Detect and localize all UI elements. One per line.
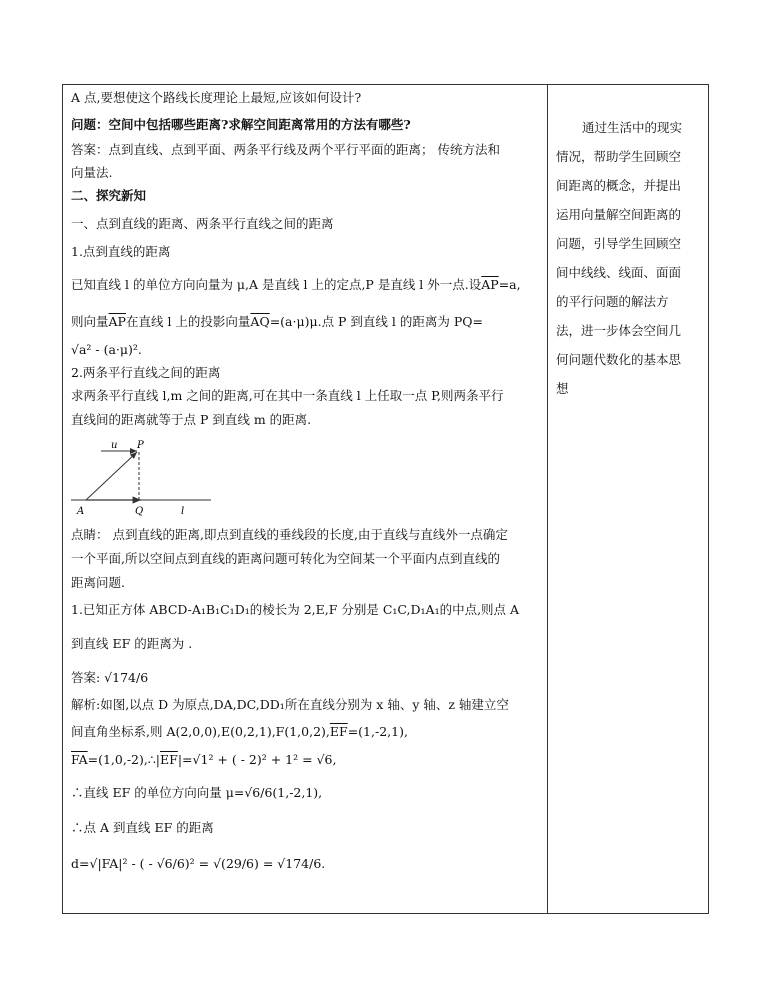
side-line: 间中线线、线面、面面 <box>556 265 682 280</box>
topic-heading-1: 1.点到直线的距离 <box>71 244 171 259</box>
side-line: 间距离的概念，并提出 <box>556 178 682 193</box>
column-divider <box>547 84 548 914</box>
text: =(1,-2,1), <box>347 724 408 739</box>
text: 则向量 <box>71 314 109 329</box>
side-line: 何问题代数化的基本思 <box>556 352 682 367</box>
distance-result: d=√|FA|² - ( - √6/6)² = √(29/6) = √174/6. <box>71 856 326 871</box>
exercise-line: 到直线 EF 的距离为 . <box>71 636 193 651</box>
question-line: 问题：空间中包括哪些距离?求解空间距离常用的方法有哪些? <box>71 117 411 132</box>
projection-figure <box>71 436 251 516</box>
solution-line <box>71 752 336 767</box>
solution-line: 解析:如图,以点 D 为原点,DA,DC,DD₁所在直线分别为 x 轴、y 轴、z 轴建立空 <box>71 697 509 712</box>
text-line: 求两条平行直线 l,m 之间的距离,可在其中一条直线 l 上任取一点 P,则两条平行 <box>71 388 504 403</box>
tip-line: 一个平面,所以空间点到直线的距离问题可转化为空间某一个平面内点到直线的 <box>71 551 500 566</box>
text-line: 直线间的距离就等于点 P 到直线 m 的距离. <box>71 412 312 427</box>
vector-fa: $\overline{FA}$ <box>71 752 88 767</box>
tip-line: 距离问题. <box>71 575 125 590</box>
exercise-line: 1.已知正方体 ABCD-A₁B₁C₁D₁的棱长为 2,E,F 分别是 C₁C,D₁A₁的中点,则点 A <box>71 602 520 617</box>
text: 在直线 l 上的投影向量 <box>125 314 251 329</box>
side-line: 问题，引导学生回顾空 <box>556 236 682 251</box>
answer-line-cont: 向量法. <box>71 165 113 180</box>
subsection-heading: 一、点到直线的距离、两条平行直线之间的距离 <box>71 216 334 231</box>
solution-line: ∴点 A 到直线 EF 的距离 <box>71 820 214 835</box>
tip-line: 点睛： 点到直线的距离,即点到直线的垂线段的长度,由于直线与直线外一点确定 <box>71 527 508 542</box>
solution-line: ∴直线 EF 的单位方向向量 μ=√6/6(1,-2,1), <box>71 785 323 800</box>
side-line: 法，进一步体会空间几 <box>556 323 682 338</box>
definition-line <box>71 275 521 293</box>
side-line: 的平行问题的解法方 <box>556 294 669 309</box>
side-line: 运用向量解空间距离的 <box>556 207 682 222</box>
text: =a, <box>498 277 521 292</box>
side-line: 通过生活中的现实 <box>582 120 683 135</box>
text: =(a·μ)μ.点 P 到直线 l 的距离为 PQ= <box>269 314 483 329</box>
vector-aq: $\overline{AQ}$ <box>250 314 270 329</box>
label-a: A <box>77 506 85 516</box>
section-heading: 二、探究新知 <box>71 188 147 203</box>
label-p: P <box>137 440 144 451</box>
label-l: l <box>181 506 185 516</box>
side-column <box>556 113 704 403</box>
distance-formula: √a² - (a·μ)². <box>71 342 142 357</box>
text: 已知直线 l 的单位方向向量为 μ,A 是直线 l 上的定点,P 是直线 l 外一点.设 <box>71 277 482 292</box>
solution-line <box>71 722 408 740</box>
text: 间直角坐标系,则 A(2,0,0),E(0,2,1),F(1,0,2), <box>71 724 330 739</box>
label-q: Q <box>135 506 144 516</box>
text-line: A 点,要想使这个路线长度理论上最短,应该如何设计? <box>71 90 362 105</box>
label-u: u <box>111 440 118 451</box>
side-line: 想 <box>556 381 569 396</box>
answer-line: 答案：点到直线、点到平面、两条平行线及两个平行平面的距离； 传统方法和 <box>71 142 500 157</box>
topic-heading-2: 2.两条平行直线之间的距离 <box>71 365 221 380</box>
vector-ef: $\overline{EF}$ <box>329 724 348 739</box>
text: =(1,0,-2),∴| <box>87 752 161 767</box>
side-line: 情况，帮助学生回顾空 <box>556 149 682 164</box>
answer-value: 答案: √174/6 <box>71 670 149 685</box>
vector-ap: $\overline{AP}$ <box>108 314 126 329</box>
text: |=√1² + ( - 2)² + 1² = √6, <box>177 752 337 767</box>
vector-ef: $\overline{EF}$ <box>160 752 178 767</box>
projection-line <box>71 312 483 330</box>
vector-ap: $\overline{AP}$ <box>481 277 499 292</box>
